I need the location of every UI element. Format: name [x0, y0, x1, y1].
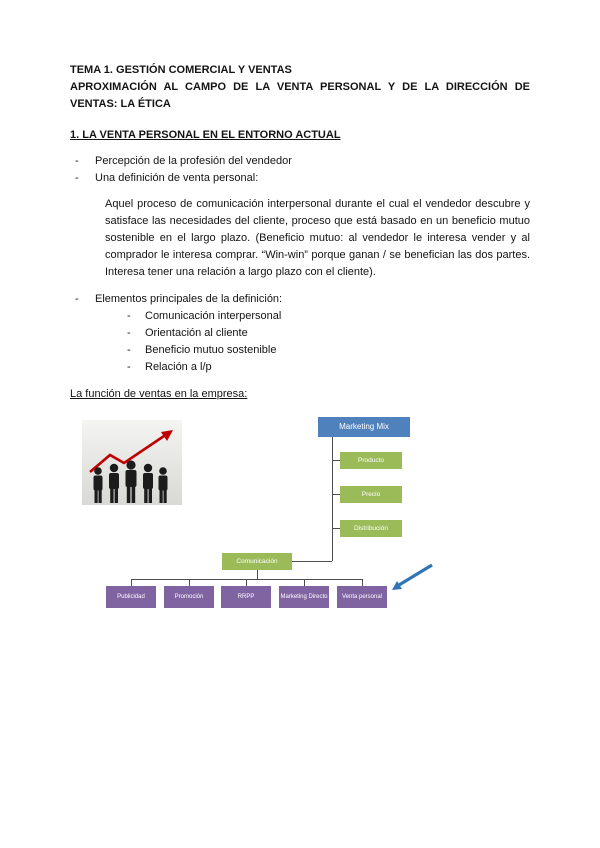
business-growth-photo [82, 420, 182, 505]
doc-title: TEMA 1. GESTIÓN COMERCIAL Y VENTAS [70, 64, 292, 76]
node-venta-personal: Venta personal [337, 586, 387, 608]
doc-subtitle: APROXIMACIÓN AL CAMPO DE LA VENTA PERSONAL Y DE LA DIRECCIÓN DE VENTAS: LA ÉTICA [70, 81, 530, 110]
node-rrpp: RRPP [221, 586, 271, 608]
bullet-text: Elementos principales de la definición: [95, 293, 283, 305]
connector-line [189, 579, 190, 586]
sub-bullet-item [70, 325, 530, 342]
bullet-list [70, 153, 530, 187]
bullet-text: Percepción de la profesión del vendedor [95, 155, 292, 167]
blue-arrow-icon [388, 561, 436, 595]
bullet-item-perception [70, 153, 530, 170]
node-distribucion: Distribución [340, 520, 402, 537]
sub-bullet-item [70, 359, 530, 376]
node-promocion: Promoción [164, 586, 214, 608]
bullet-item-definition [70, 170, 530, 187]
bullet-text: Una definición de venta personal: [95, 172, 259, 184]
connector-line [292, 561, 332, 562]
node-publicidad: Publicidad [106, 586, 156, 608]
sub-bullet-item [70, 342, 530, 359]
section-heading: 1. LA VENTA PERSONAL EN EL ENTORNO ACTUAL [70, 129, 341, 141]
connector-line [332, 528, 340, 529]
sub-bullet-text: Orientación al cliente [145, 327, 248, 339]
sub-bullet-item [70, 308, 530, 325]
connector-line [332, 494, 340, 495]
sub-bullet-text: Beneficio mutuo sostenible [145, 344, 277, 356]
definition-paragraph: Aquel proceso de comunicación interpersonal durante el cual el vendedor descubre y satisface las necesidades del cliente, proceso que está basado en un beneficio mutuo sostenible en el largo plazo. (Beneficio mutuo: al vendedor le interesa vender y al comprador le interesa comprar. “Win-win” porque ganan / se benefician las dos partes. Interesa tener una relación a largo plazo con el cliente). [105, 198, 530, 278]
diagram-caption: La función de ventas en la empresa: [70, 388, 248, 400]
sub-bullet-list [70, 308, 530, 376]
connector-line [246, 579, 247, 586]
connector-line [131, 579, 132, 586]
connector-line [362, 579, 363, 586]
elements-list [70, 291, 530, 376]
connector-line [304, 579, 305, 586]
sub-bullet-text: Relación a l/p [145, 361, 212, 373]
node-comunicacion: Comunicación [222, 553, 292, 570]
connector-line [332, 437, 333, 561]
bullet-item-elements [70, 291, 530, 376]
node-producto: Producto [340, 452, 402, 469]
node-marketing-mix: Marketing Mix [318, 417, 410, 437]
sub-bullet-text: Comunicación interpersonal [145, 310, 282, 322]
connector-line [332, 460, 340, 461]
connector-line [257, 570, 258, 579]
node-precio: Precio [340, 486, 402, 503]
node-marketing-directo: Marketing Directo [279, 586, 329, 608]
sales-function-diagram [0, 411, 600, 643]
